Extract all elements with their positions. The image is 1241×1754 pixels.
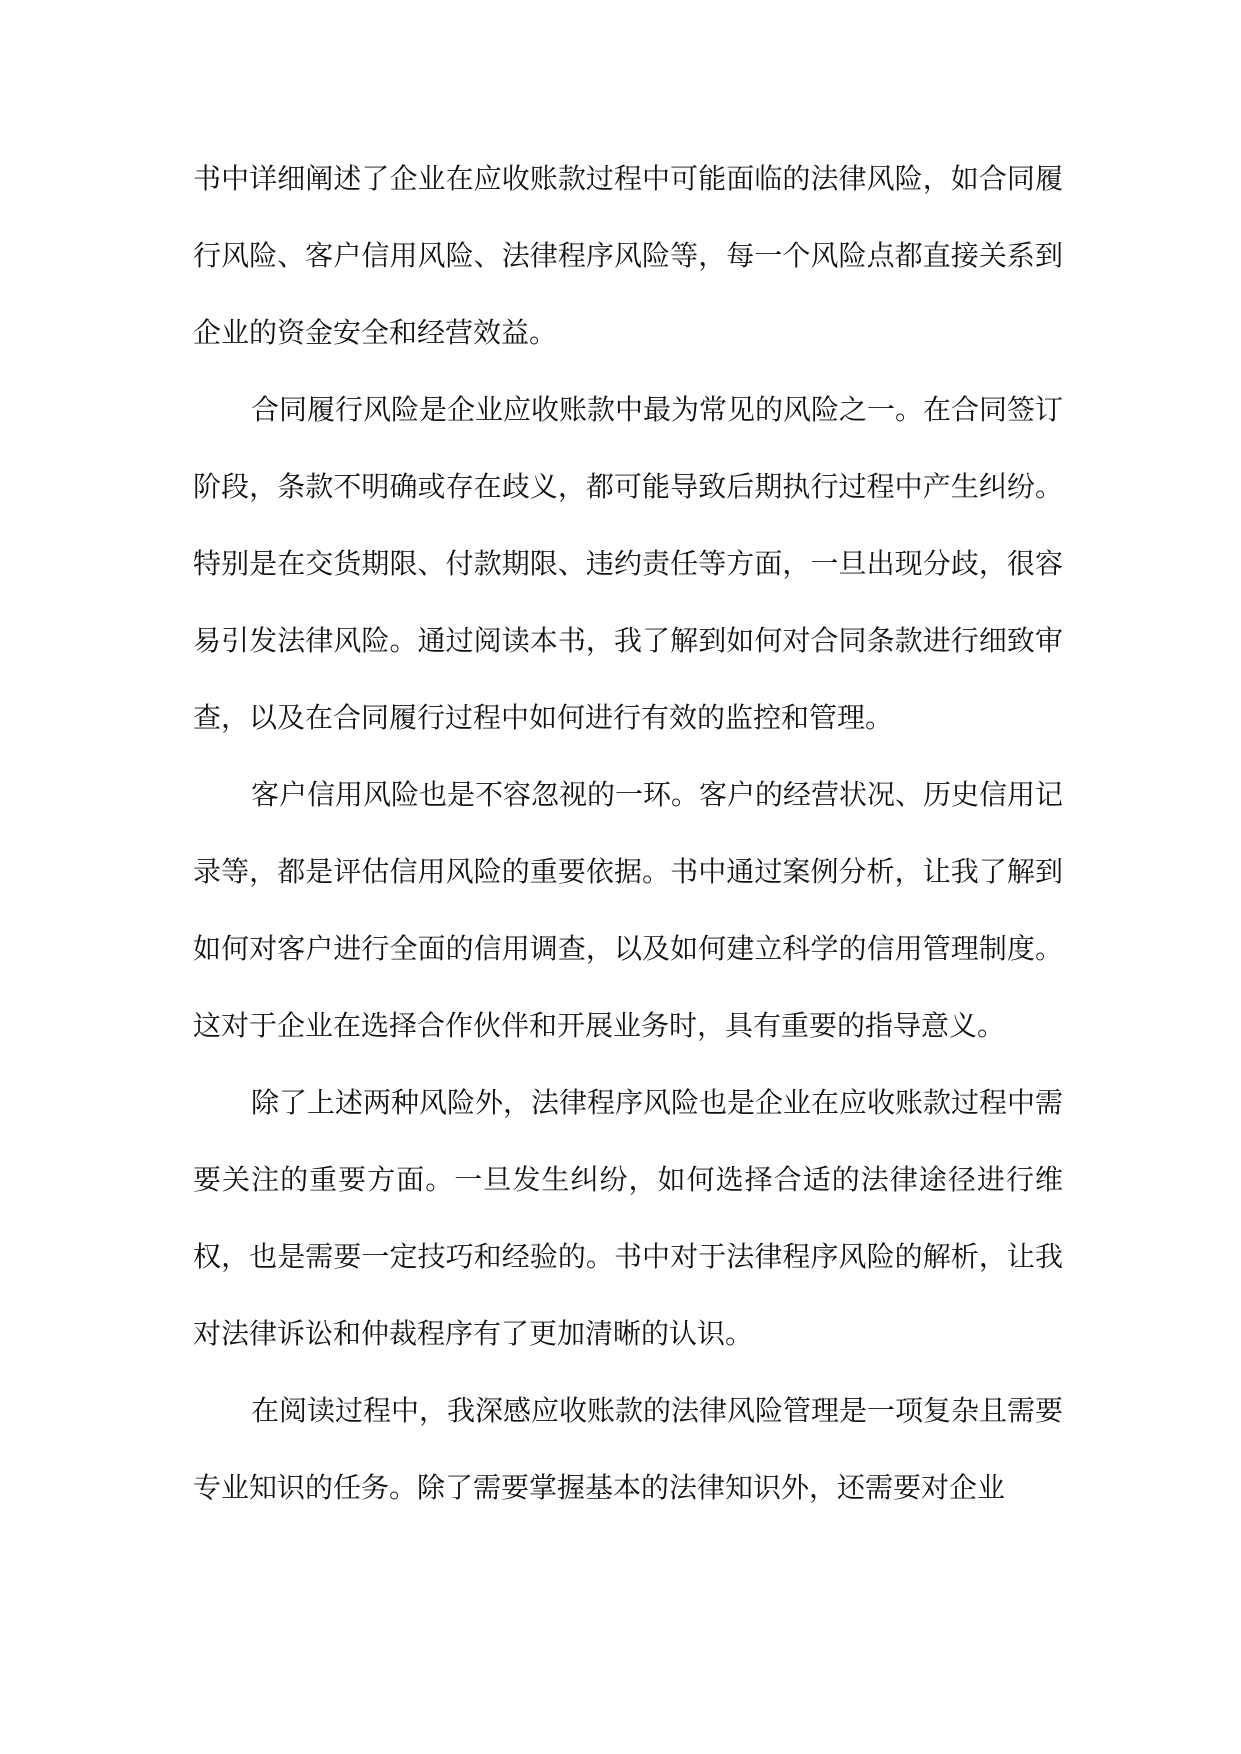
paragraph-procedure-risk: 除了上述两种风险外，法律程序风险也是企业在应收账款过程中需要关注的重要方面。一旦发生纠纷，如何选择合适的法律途径进行维权，也是需要一定技巧和经验的。书中对于法律程序风险的解析，让我对法律诉讼和仲裁程序有了更加清晰的认识。: [193, 1086, 1064, 1350]
paragraph-contract-risk: 合同履行风险是企业应收账款中最为常见的风险之一。在合同签订阶段，条款不明确或存在歧义，都可能导致后期执行过程中产生纠纷。特别是在交货期限、付款期限、违约责任等方面，一旦出现分歧，很容易引发法律风险。通过阅读本书，我了解到如何对合同条款进行细致审查，以及在合同履行过程中如何进行有效的监控和管理。: [193, 393, 1064, 734]
document-body: [193, 140, 1063, 1526]
paragraph-continued: 书中详细阐述了企业在应收账款过程中可能面临的法律风险，如合同履行风险、客户信用风险、法律程序风险等，每一个风险点都直接关系到企业的资金安全和经营效益。: [193, 162, 1063, 349]
paragraph-reading-reflection: 在阅读过程中，我深感应收账款的法律风险管理是一项复杂且需要专业知识的任务。除了需要掌握基本的法律知识外，还需要对企业: [193, 1394, 1064, 1504]
paragraph-credit-risk: 客户信用风险也是不容忽视的一环。客户的经营状况、历史信用记录等，都是评估信用风险的重要依据。书中通过案例分析，让我了解到如何对客户进行全面的信用调查，以及如何建立科学的信用管理制度。这对于企业在选择合作伙伴和开展业务时，具有重要的指导意义。: [193, 778, 1064, 1042]
